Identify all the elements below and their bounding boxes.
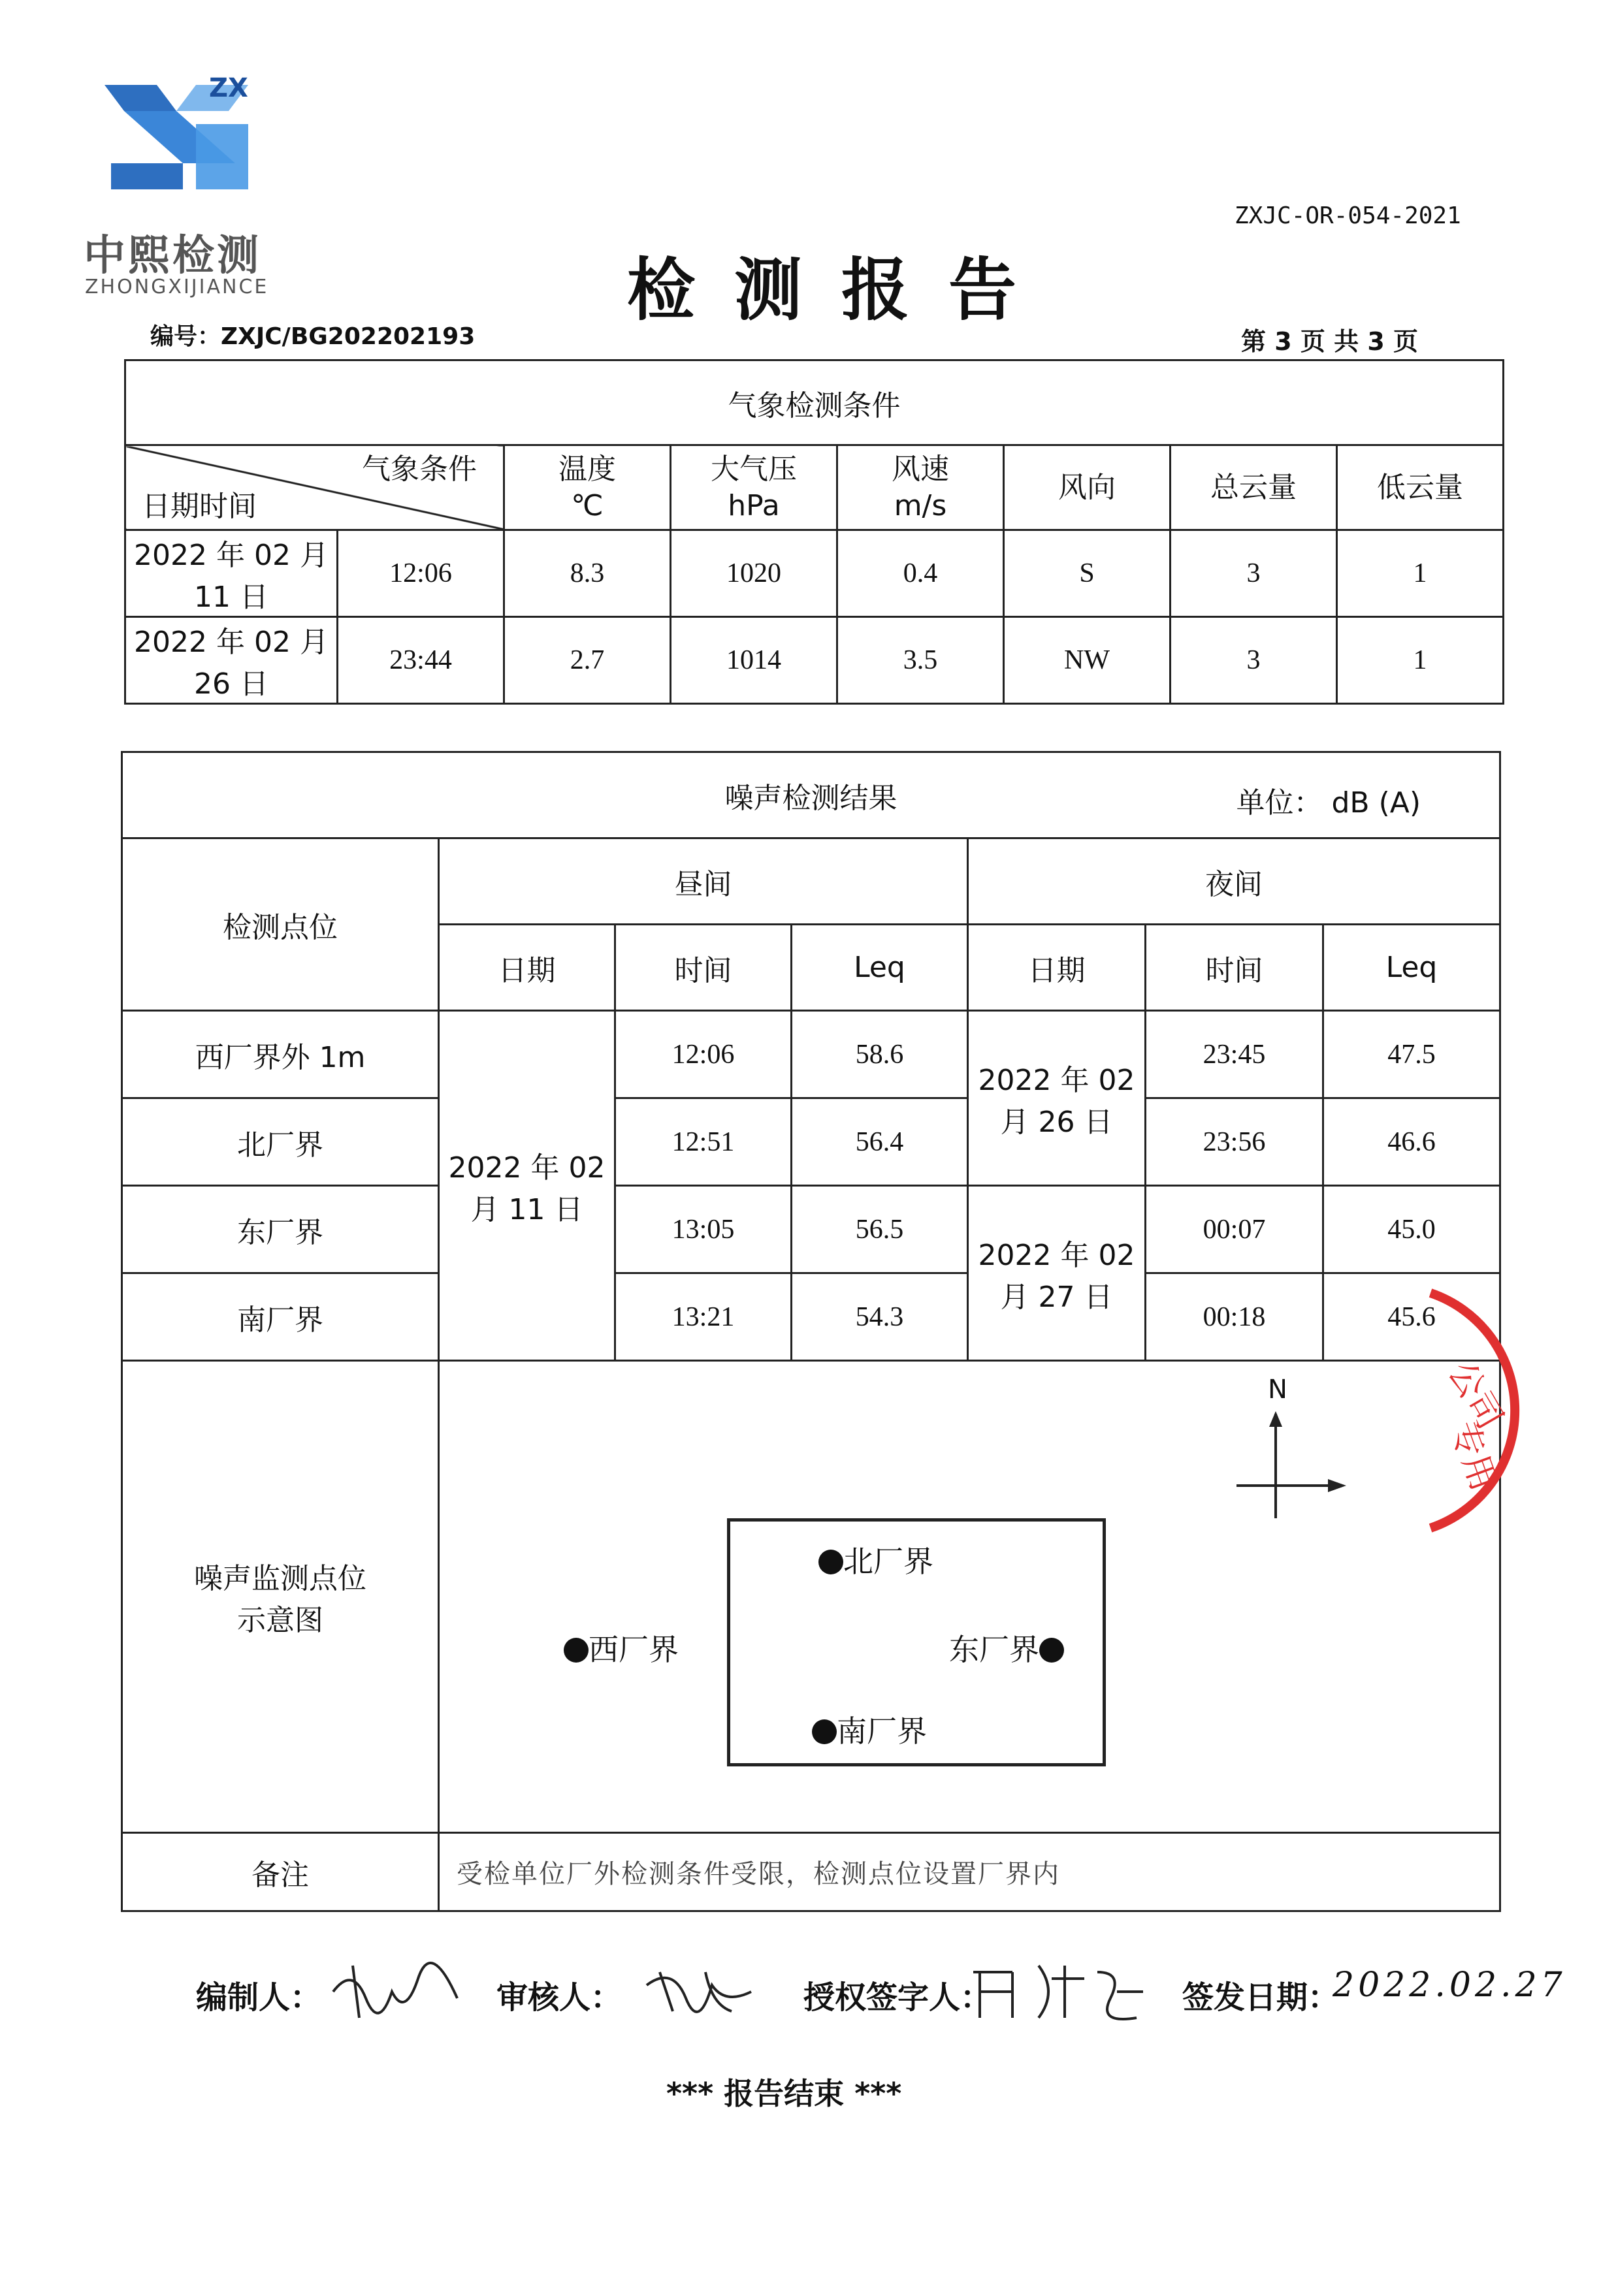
night-date: 2022 年 02 月 27 日 (968, 1186, 1146, 1361)
north-arrow-icon (1236, 1407, 1354, 1531)
monitoring-diagram (440, 1362, 1499, 1832)
reviewed-signature (640, 1953, 771, 2031)
table-row (125, 617, 1504, 704)
corner-top-label: 气象条件 (362, 453, 477, 486)
weather-table (124, 359, 1504, 705)
weather-total-cloud: 3 (1171, 617, 1337, 704)
sub-leq-day: Leq (792, 925, 968, 1011)
company-logo (98, 72, 268, 202)
night-leq: 45.0 (1323, 1186, 1500, 1273)
col-temp: 温度 ℃ (504, 445, 671, 530)
sub-time-day: 时间 (615, 925, 792, 1011)
col-wind-speed: 风速 m/s (837, 445, 1004, 530)
point-name: 南厂界 (122, 1273, 439, 1361)
weather-total-cloud: 3 (1171, 530, 1337, 617)
night-time: 00:07 (1146, 1186, 1323, 1273)
authorized-label: 授权签字人： (803, 1979, 992, 2016)
prepared-label: 编制人： (196, 1979, 322, 2016)
logo-mark: ZX (209, 73, 248, 103)
night-leq: 46.6 (1323, 1098, 1500, 1186)
remark-label: 备注 (122, 1833, 439, 1911)
night-time: 00:18 (1146, 1273, 1323, 1361)
svg-text:专用: 专用 (1442, 1416, 1506, 1497)
col-wind-dir: 风向 (1004, 445, 1171, 530)
table-row (122, 1186, 1500, 1273)
reviewed-label: 审核人： (496, 1979, 622, 2016)
weather-low-cloud: 1 (1337, 530, 1504, 617)
weather-date: 2022 年 02 月 26 日 (125, 617, 338, 704)
point-west: 西厂界 (564, 1626, 679, 1669)
form-code: ZXJC-OR-054-2021 (1235, 202, 1461, 229)
report-title: 检测报告 (627, 249, 1056, 330)
signature-row (196, 1953, 1568, 2031)
point-east: 东厂界 (949, 1626, 1064, 1669)
diagram-cell (439, 1361, 1500, 1833)
weather-low-cloud: 1 (1337, 617, 1504, 704)
noise-unit: 单位： dB (A) (1236, 786, 1421, 820)
point-south: 南厂界 (812, 1708, 927, 1751)
day-time: 13:21 (615, 1273, 792, 1361)
sub-leq-night: Leq (1323, 925, 1500, 1011)
day-leq: 56.4 (792, 1098, 968, 1186)
sub-date-day: 日期 (439, 925, 615, 1011)
day-time: 13:05 (615, 1186, 792, 1273)
authorized-signature (967, 1953, 1150, 2031)
point-north: 北厂界 (818, 1538, 933, 1581)
logo-text-cn: 中熙检测 (84, 232, 261, 280)
day-time: 12:06 (615, 1011, 792, 1098)
weather-wind-speed: 3.5 (837, 617, 1004, 704)
point-name: 西厂界外 1m (122, 1011, 439, 1098)
col-total-cloud: 总云量 (1171, 445, 1337, 530)
noise-title-row (122, 752, 1500, 838)
col-low-cloud: 低云量 (1337, 445, 1504, 530)
page-info: 第 3 页 共 3 页 (1241, 327, 1419, 356)
report-end: *** 报告结束 *** (666, 2076, 902, 2111)
night-time: 23:45 (1146, 1011, 1323, 1098)
noise-title: 噪声检测结果 (724, 781, 897, 815)
weather-corner-header (125, 445, 504, 530)
prepared-signature (327, 1953, 470, 2031)
north-label: N (1268, 1375, 1287, 1405)
svg-text:公司: 公司 (1440, 1354, 1511, 1437)
weather-time: 23:44 (338, 617, 504, 704)
corner-bottom-label: 日期时间 (142, 490, 257, 523)
remark-text: 受检单位厂外检测条件受限，检测点位设置厂界内 (439, 1833, 1500, 1911)
table-row (125, 530, 1504, 617)
weather-pressure: 1020 (671, 530, 837, 617)
sub-date-night: 日期 (968, 925, 1146, 1011)
day-time: 12:51 (615, 1098, 792, 1186)
weather-date: 2022 年 02 月 11 日 (125, 530, 338, 617)
weather-wind-dir: NW (1004, 617, 1171, 704)
day-date: 2022 年 02 月 11 日 (439, 1011, 615, 1361)
col-point: 检测点位 (122, 838, 439, 1011)
weather-wind-dir: S (1004, 530, 1171, 617)
table-row (122, 1011, 1500, 1098)
day-leq: 58.6 (792, 1011, 968, 1098)
point-marker (818, 1550, 843, 1574)
night-leq: 47.5 (1323, 1011, 1500, 1098)
night-leq: 45.6 (1323, 1273, 1500, 1361)
sub-time-night: 时间 (1146, 925, 1323, 1011)
night-time: 23:56 (1146, 1098, 1323, 1186)
report-number: 编号：ZXJC/BG202202193 (150, 323, 476, 350)
weather-wind-speed: 0.4 (837, 530, 1004, 617)
point-name: 东厂界 (122, 1186, 439, 1273)
logo-text-en: ZHONGXIJIANCE (85, 276, 269, 298)
issue-date: 2022.02.27 (1333, 1966, 1566, 2005)
weather-temp: 8.3 (504, 530, 671, 617)
day-leq: 54.3 (792, 1273, 968, 1361)
point-name: 北厂界 (122, 1098, 439, 1186)
night-date: 2022 年 02 月 26 日 (968, 1011, 1146, 1186)
col-night: 夜间 (968, 838, 1500, 925)
issue-date-label: 签发日期： (1182, 1979, 1340, 2016)
col-day: 昼间 (439, 838, 968, 925)
weather-temp: 2.7 (504, 617, 671, 704)
day-leq: 56.5 (792, 1186, 968, 1273)
table-row (122, 1273, 1500, 1361)
noise-table (121, 751, 1501, 1912)
diagram-label: 噪声监测点位 示意图 (122, 1361, 439, 1833)
weather-title: 气象检测条件 (125, 360, 1504, 445)
point-marker (812, 1719, 837, 1744)
point-marker (1039, 1638, 1064, 1663)
point-marker (564, 1638, 589, 1663)
weather-pressure: 1014 (671, 617, 837, 704)
weather-time: 12:06 (338, 530, 504, 617)
table-row (122, 1098, 1500, 1186)
company-seal-icon (1417, 1280, 1548, 1541)
col-pressure: 大气压 hPa (671, 445, 837, 530)
